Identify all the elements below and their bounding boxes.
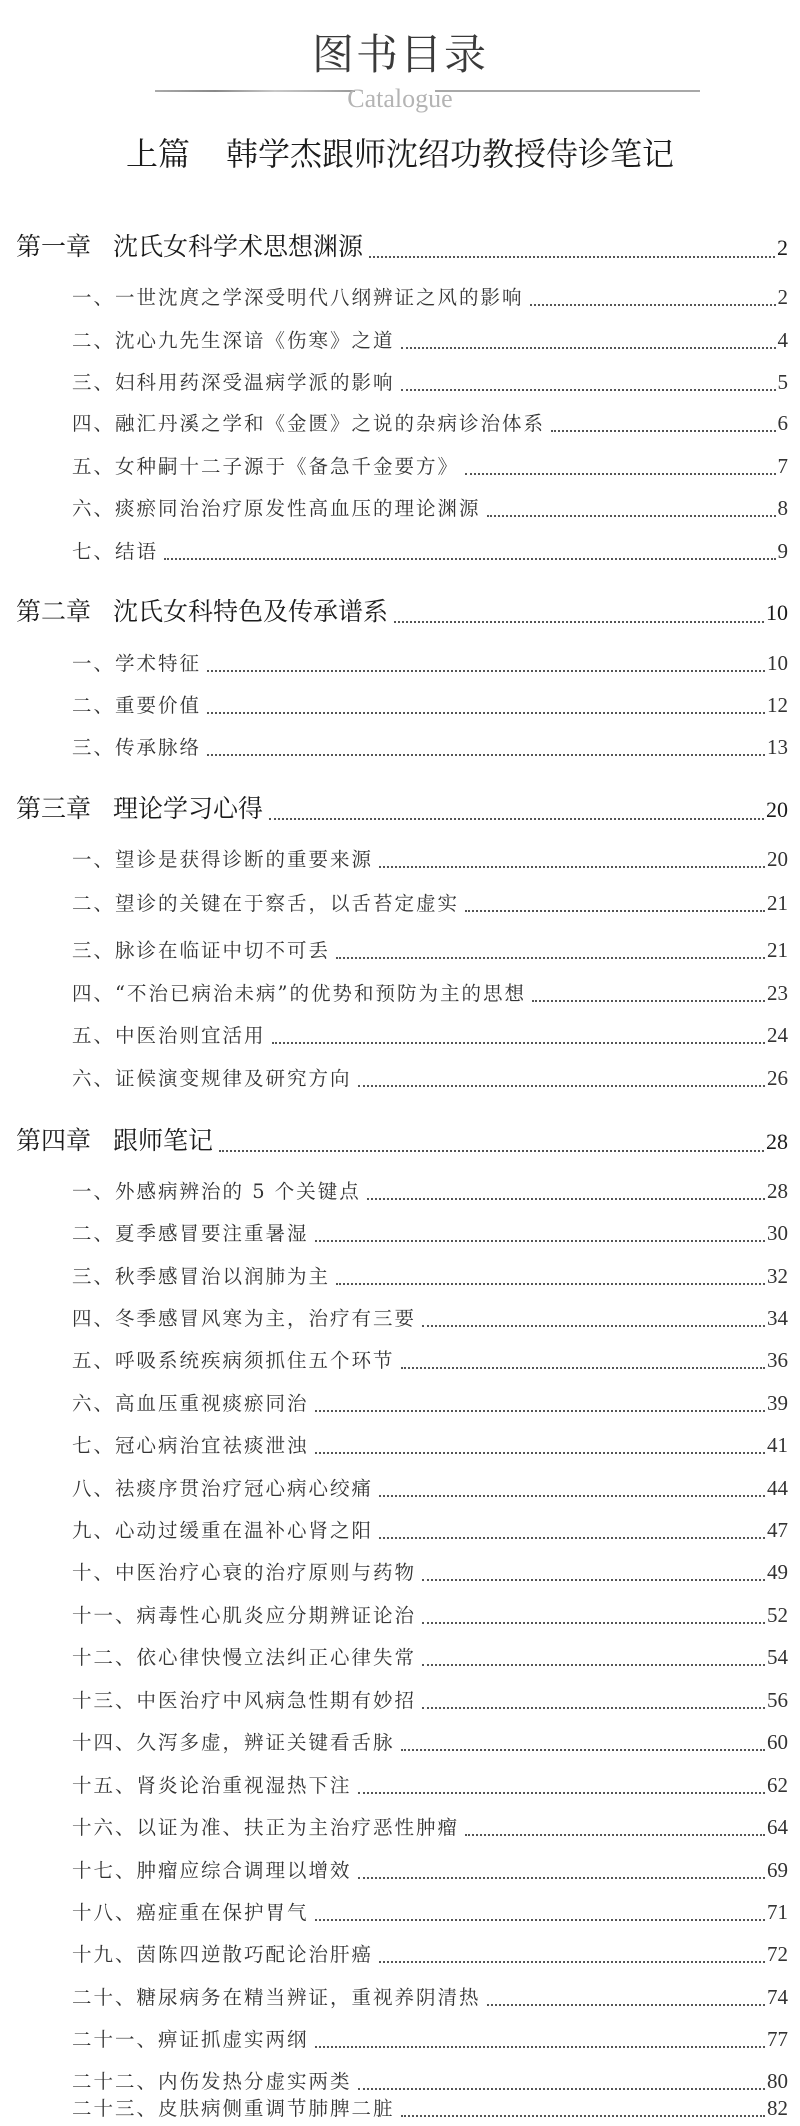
toc-item[interactable] [0,1983,800,2011]
item-title: 十五、肾炎论治重视湿热下注 [72,1774,352,1797]
dot-leader [487,509,776,517]
toc-item[interactable] [0,409,800,437]
page-number: 72 [767,1942,788,1966]
page-number: 26 [767,1066,788,1090]
toc-item[interactable] [0,326,800,354]
item-title: 六、高血压重视痰瘀同治 [72,1392,309,1415]
page-number: 10 [767,651,788,675]
dot-leader [465,1828,765,1836]
chapter-number: 第一章 [16,232,92,261]
toc-item[interactable] [0,2067,800,2095]
item-title: 一、学术特征 [72,652,202,675]
dot-leader [358,1079,765,1087]
page-number: 9 [777,539,788,563]
toc-item[interactable] [0,368,800,396]
item-title: 二、夏季感冒要注重暑湿 [72,1222,309,1245]
dot-leader [315,1913,765,1921]
toc-item[interactable] [0,1813,800,1841]
toc-item[interactable] [0,1304,800,1332]
dot-leader [422,1319,765,1327]
item-title: 三、脉诊在临证中切不可丢 [72,939,331,962]
dot-leader [207,748,765,756]
page-number: 13 [767,735,788,759]
page-number: 47 [767,1518,788,1542]
dot-leader [315,1234,765,1242]
part-label: 上篇 [125,136,190,172]
item-title: 四、冬季感冒风寒为主，治疗有三要 [72,1307,417,1330]
toc-item[interactable] [0,691,800,719]
page-number: 10 [766,600,788,625]
toc-item[interactable] [0,1856,800,1884]
item-title: 十四、久泻多虚，辨证关键看舌脉 [72,1731,395,1754]
chapter-title: 沈氏女科学术思想渊源 [113,232,364,261]
toc-item[interactable] [0,1219,800,1247]
dot-leader [401,383,776,391]
toc-item[interactable] [0,1474,800,1502]
toc-item[interactable] [0,1389,800,1417]
dot-leader [422,1616,765,1624]
item-title: 三、秋季感冒治以润肺为主 [72,1265,331,1288]
dot-leader [272,1036,765,1044]
dot-leader [422,1573,765,1581]
chapter-number: 第四章 [16,1126,92,1155]
page-number: 24 [767,1023,788,1047]
toc-item[interactable] [0,1771,800,1799]
item-title: 十六、以证为准、扶正为主治疗恶性肿瘤 [72,1816,460,1839]
toc-item[interactable] [0,889,800,917]
page-number: 41 [767,1433,788,1457]
part-title: 韩学杰跟师沈绍功教授侍诊笔记 [226,136,675,172]
dot-leader [358,1786,765,1794]
toc-item[interactable] [0,936,800,964]
page-number: 52 [767,1603,788,1627]
toc-item[interactable] [0,283,800,311]
dot-leader [530,298,776,306]
toc-item[interactable] [0,452,800,480]
toc-item[interactable] [0,845,800,873]
toc-chapter-2[interactable] [0,595,800,629]
dot-leader [358,2082,765,2090]
dot-leader [336,951,765,959]
dot-leader [369,250,775,258]
item-title: 六、证候演变规律及研究方向 [72,1067,352,1090]
toc-item[interactable] [0,1601,800,1629]
toc-chapter-3[interactable] [0,792,800,826]
page-number: 28 [767,1179,788,1203]
dot-leader [315,1446,765,1454]
item-title: 五、女种嗣十二子源于《备急千金要方》 [72,455,460,478]
page-number: 4 [777,328,788,352]
page-number: 56 [767,1688,788,1712]
page-number: 21 [767,891,788,915]
item-title: 二、沈心九先生深谙《伤寒》之道 [72,329,395,352]
page-number: 49 [767,1560,788,1584]
item-title: 八、祛痰序贯治疗冠心病心绞痛 [72,1477,374,1500]
item-title: 一、望诊是获得诊断的重要来源 [72,848,374,871]
page-number: 7 [777,454,788,478]
dot-leader [401,341,776,349]
chapter-number: 第二章 [16,597,92,626]
item-title: 二十二、内伤发热分虚实两类 [72,2070,352,2093]
page-number: 30 [767,1221,788,1245]
page-number: 36 [767,1348,788,1372]
page-number: 28 [766,1129,788,1154]
toc-item[interactable] [0,979,800,1007]
page-number: 39 [767,1391,788,1415]
item-title: 十、中医治疗心衰的治疗原则与药物 [72,1561,417,1584]
dot-leader [367,1192,765,1200]
dot-leader [358,1871,765,1879]
toc-item[interactable] [0,733,800,761]
dot-leader [207,664,765,672]
dot-leader [465,904,765,912]
part-heading [0,134,800,174]
page-number: 6 [777,411,788,435]
toc-item[interactable] [0,1558,800,1586]
dot-leader [164,552,775,560]
dot-leader [465,467,775,475]
page-number: 69 [767,1858,788,1882]
toc-item[interactable] [0,1021,800,1049]
toc-chapter-1[interactable] [0,230,800,264]
toc-item[interactable] [0,1346,800,1374]
toc-item[interactable] [0,1940,800,1968]
item-title: 二十一、痹证抓虚实两纲 [72,2028,309,2051]
item-title: 四、融汇丹溪之学和《金匮》之说的杂病诊治体系 [72,412,546,435]
page-number: 44 [767,1476,788,1500]
page-number: 71 [767,1900,788,1924]
dot-leader [401,2109,765,2117]
item-title: 十三、中医治疗中风病急性期有妙招 [72,1689,417,1712]
toc-item[interactable] [0,1643,800,1671]
page-number: 5 [777,370,788,394]
dot-leader [401,1743,765,1751]
chapter-title: 跟师笔记 [113,1126,214,1155]
page-number: 21 [767,938,788,962]
dot-leader [379,1489,765,1497]
toc-item[interactable] [0,1728,800,1756]
catalogue-title: 图书目录 [311,30,488,79]
item-title: 十七、肿瘤应综合调理以增效 [72,1859,352,1882]
page-number: 20 [766,797,788,822]
toc-item[interactable] [0,1177,800,1205]
item-title: 七、冠心病治宜祛痰泄浊 [72,1434,309,1457]
catalogue-header [0,0,800,190]
dot-leader [315,1404,765,1412]
page-number: 64 [767,1815,788,1839]
page-number: 2 [777,285,788,309]
item-title: 二、重要价值 [72,694,202,717]
item-title: 五、中医治则宜活用 [72,1024,266,1047]
dot-leader [315,2040,765,2048]
dot-leader [379,1531,765,1539]
page-number: 12 [767,693,788,717]
toc-item[interactable] [0,2094,800,2122]
page-number: 77 [767,2027,788,2051]
catalogue-subtitle: Catalogue [347,84,453,113]
item-title: 十二、依心律快慢立法纠正心律失常 [72,1646,417,1669]
item-title: 二十三、皮肤病侧重调节肺脾二脏 [72,2097,395,2120]
chapter-title: 沈氏女科特色及传承谱系 [113,597,389,626]
page-number: 60 [767,1730,788,1754]
page-number: 62 [767,1773,788,1797]
page-number: 54 [767,1645,788,1669]
toc-chapter-4[interactable] [0,1124,800,1158]
toc-item[interactable] [0,2025,800,2053]
page-number: 74 [767,1985,788,2009]
item-title: 十一、病毒性心肌炎应分期辨证论治 [72,1604,417,1627]
toc-item[interactable] [0,537,800,565]
item-title: 四、“不治已病治未病”的优势和预防为主的思想 [72,982,526,1005]
dot-leader [401,1361,765,1369]
dot-leader [219,1144,764,1152]
toc-item[interactable] [0,1898,800,1926]
item-title: 三、传承脉络 [72,736,202,759]
dot-leader [379,860,765,868]
page-number: 32 [767,1264,788,1288]
dot-leader [487,1998,765,2006]
item-title: 二、望诊的关键在于察舌，以舌苔定虚实 [72,892,460,915]
dot-leader [551,424,775,432]
item-title: 七、结语 [72,540,159,563]
chapter-number: 第三章 [16,794,92,823]
dot-leader [422,1658,765,1666]
item-title: 六、痰瘀同治治疗原发性高血压的理论渊源 [72,497,481,520]
toc-item[interactable] [0,1686,800,1714]
dot-leader [207,706,765,714]
page-number: 82 [767,2096,788,2120]
toc-item[interactable] [0,1262,800,1290]
toc-item[interactable] [0,494,800,522]
page-number: 2 [777,235,788,260]
toc-item[interactable] [0,649,800,677]
dot-leader [532,994,765,1002]
item-title: 九、心动过缓重在温补心肾之阳 [72,1519,374,1542]
dot-leader [336,1277,765,1285]
page-number: 80 [767,2069,788,2093]
item-title: 十八、癌症重在保护胃气 [72,1901,309,1924]
toc-item[interactable] [0,1516,800,1544]
dot-leader [422,1701,765,1709]
chapter-title: 理论学习心得 [113,794,264,823]
dot-leader [269,812,764,820]
page-number: 20 [767,847,788,871]
toc-item[interactable] [0,1431,800,1459]
toc-item[interactable] [0,1064,800,1092]
page-number: 23 [767,981,788,1005]
item-title: 二十、糖尿病务在精当辨证，重视养阴清热 [72,1986,481,2009]
dot-leader [394,615,764,623]
item-title: 三、妇科用药深受温病学派的影响 [72,371,395,394]
page-number: 8 [777,496,788,520]
item-title: 一、一世沈庹之学深受明代八纲辨证之风的影响 [72,286,524,309]
item-title: 一、外感病辨治的 5 个关键点 [72,1180,361,1203]
item-title: 五、呼吸系统疾病须抓住五个环节 [72,1349,395,1372]
dot-leader [379,1955,765,1963]
item-title: 十九、茵陈四逆散巧配论治肝癌 [72,1943,374,1966]
page-number: 34 [767,1306,788,1330]
